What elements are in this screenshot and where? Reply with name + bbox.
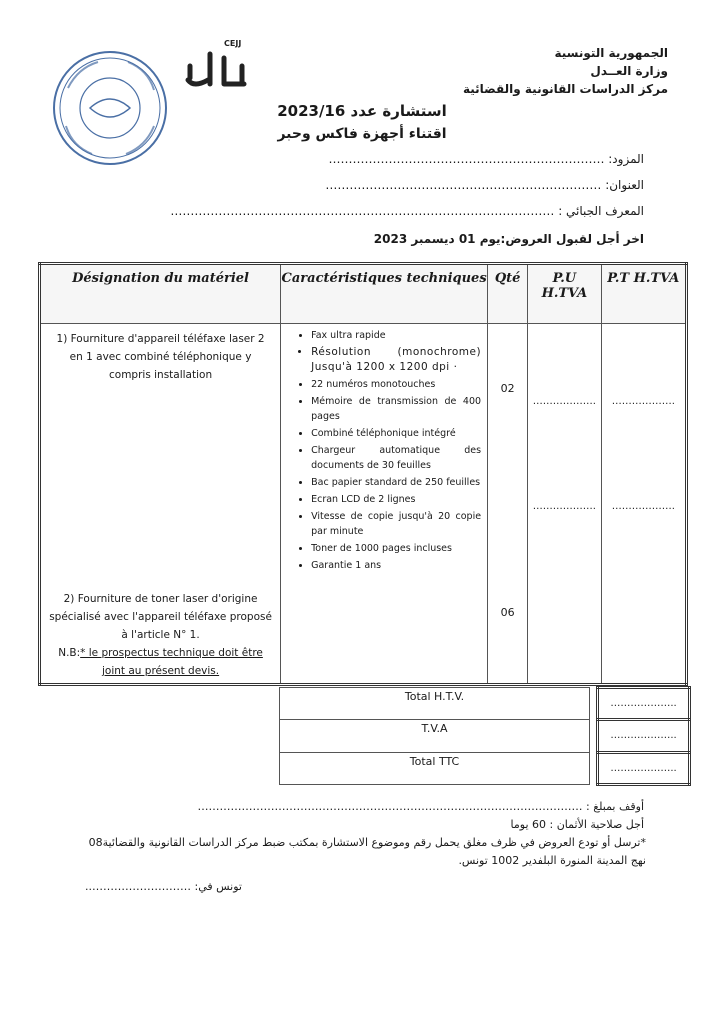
supplier-field <box>328 152 644 166</box>
supplier-label: المزود: <box>608 152 644 166</box>
total-htv-value: ……………….. <box>598 688 690 720</box>
cejj-logo <box>180 36 260 92</box>
tax-id-label: المعرف الجبائي : <box>558 204 644 218</box>
total-ttc-value: ……………….. <box>598 752 690 784</box>
unit-price-cell <box>528 324 601 685</box>
header-qty: Qté <box>488 264 528 324</box>
total-ttc-label: Total TTC <box>280 752 590 784</box>
spec-item: • Résolution (monochrome) Jusqu'à 1200 x 1200 dpi · <box>311 345 481 375</box>
place-dots: ……………………….. <box>85 880 192 893</box>
consultation-title: استشارة عدد 2023/16 <box>277 102 447 120</box>
total-ttc-row <box>280 752 690 784</box>
spec-item: • Vitesse de copie jusqu'à 20 copie par minute <box>311 509 481 539</box>
tax-id-dots: …………………………………………………………………………………… <box>170 204 555 218</box>
spec-item: • Combiné téléphonique intégré <box>311 426 481 441</box>
note-text: * le prospectus technique doit être joint au présent devis. <box>80 647 263 677</box>
specs-list <box>285 328 481 573</box>
table-body-row <box>40 324 687 685</box>
tva-label: T.V.A <box>280 720 590 752</box>
consultation-subject: اقتناء أجهزة فاكس وحبر <box>277 126 447 142</box>
tva-row <box>280 720 690 752</box>
header-pu-line2: H.TVA <box>541 286 588 301</box>
header-unit-price <box>528 264 601 324</box>
spec-item: • Chargeur automatique des documents de 30 feuilles <box>311 443 481 473</box>
item-1-text: 1) Fourniture d'appareil téléfaxe laser 2 en 1 avec combiné téléphonique y compris installation <box>56 333 265 381</box>
totals-table <box>279 686 691 786</box>
spec-item: • Garantie 1 ans <box>311 558 481 573</box>
address-dots: …………………………………………………………… <box>325 178 602 192</box>
table-header-row <box>40 264 687 324</box>
header-center: مركز الدراسات القانونية والقضائية <box>462 82 668 96</box>
deadline-text: اخر أجل لقبول العروض:يوم 01 ديسمبر 2023 <box>373 232 644 246</box>
spec-item: • Fax ultra rapide <box>311 328 481 343</box>
specs-cell <box>281 324 488 685</box>
total-price-item-1: ………………. <box>611 396 675 407</box>
amount-dots: …………………………………………………………………………………………… <box>197 800 583 813</box>
total-price-cell <box>601 324 686 685</box>
header-pu-line1: P.U <box>552 271 577 286</box>
submission-note: *ترسل أو تودع العروض في ظرف مغلق يحمل رقم وموضوع الاستشارة بمكتب ضبط مركز الدراسات القانونية والقضائية08 نهج المدينة المنورة البلفدير 1002 تونس. <box>88 836 646 867</box>
header-ministry: وزارة العــدل <box>590 64 668 78</box>
address-label: العنوان: <box>605 178 644 192</box>
unit-price-item-2: ………………. <box>532 501 596 512</box>
designation-cell <box>40 324 281 685</box>
spec-item: • Bac papier standard de 250 feuilles <box>311 475 481 490</box>
spec-item: • Mémoire de transmission de 400 pages <box>311 394 481 424</box>
unit-price-item-1: ………………. <box>532 396 596 407</box>
spec-item: • Ecran LCD de 2 lignes <box>311 492 481 507</box>
total-price-item-2: ………………. <box>611 501 675 512</box>
note-prefix: N.B: <box>58 647 81 659</box>
header-designation: Désignation du matériel <box>40 264 281 324</box>
validity-text: أجل صلاحية الأثمان : 60 يوما <box>510 818 644 831</box>
total-htv-label: Total H.T.V. <box>280 688 590 720</box>
address-field <box>325 178 644 192</box>
logo-text: CEJJ <box>224 39 242 48</box>
amount-label: أوقف بمبلغ : <box>586 800 644 813</box>
qty-item-2: 06 <box>500 606 515 619</box>
total-htv-row <box>280 688 690 720</box>
header-republic: الجمهورية التونسية <box>554 46 668 60</box>
tax-id-field <box>170 204 644 218</box>
place-label: تونس في: <box>194 880 242 893</box>
quotation-table <box>38 262 688 686</box>
supplier-dots: …………………………………………………………… <box>328 152 605 166</box>
note-line <box>49 644 272 680</box>
qty-item-1: 02 <box>500 382 515 395</box>
qty-cell <box>488 324 528 685</box>
tva-value: ……………….. <box>598 720 690 752</box>
header-specs: Caractéristiques techniques <box>281 264 488 324</box>
header-total-price: P.T H.TVA <box>601 264 686 324</box>
item-2-text: 2) Fourniture de toner laser d'origine spécialisé avec l'appareil téléfaxe proposé à l'article N° 1. <box>49 593 272 641</box>
amount-line <box>198 800 644 813</box>
place-date-line <box>85 880 242 893</box>
spec-item: • Toner de 1000 pages incluses <box>311 541 481 556</box>
spec-item: • 22 numéros monotouches <box>311 377 481 392</box>
